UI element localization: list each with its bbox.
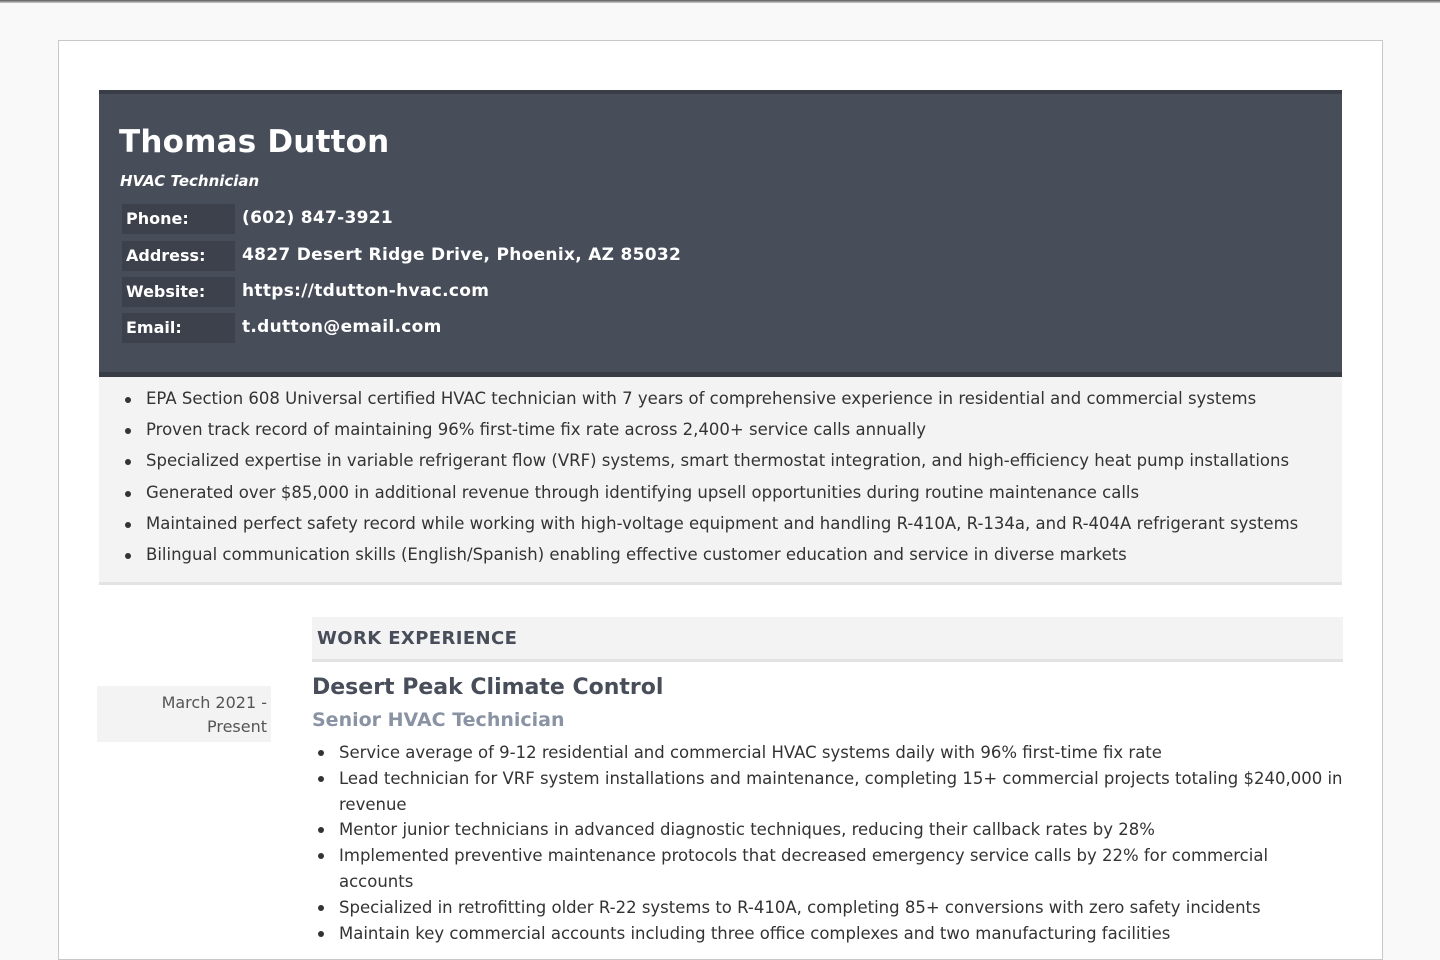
job-role: Senior HVAC Technician	[312, 709, 565, 731]
work-experience-header	[312, 617, 1343, 662]
job-duties-list	[315, 740, 1345, 946]
duty-item: Maintain key commercial accounts including three office complexes and two manufacturing facilities	[315, 921, 1345, 947]
duty-item: Implemented preventive maintenance protocols that decreased emergency service calls by 22% for commercial accounts	[315, 843, 1345, 895]
window-top-edge	[0, 0, 1440, 3]
contact-label: Phone:	[122, 204, 235, 234]
email-link[interactable]: t.dutton@email.com	[242, 317, 442, 337]
resume-header	[99, 90, 1342, 377]
resume-page	[58, 40, 1383, 960]
job-date: March 2021 - Present	[97, 686, 271, 742]
duty-item: Lead technician for VRF system installations and maintenance, completing 15+ commercial projects totaling $240,000 in revenue	[315, 766, 1345, 818]
duty-item: Service average of 9-12 residential and commercial HVAC systems daily with 96% first-time fix rate	[315, 740, 1345, 766]
address-value: 4827 Desert Ridge Drive, Phoenix, AZ 85032	[242, 245, 682, 265]
website-link[interactable]: https://tdutton-hvac.com	[242, 281, 490, 301]
section-title: WORK EXPERIENCE	[317, 628, 518, 649]
contact-label: Website:	[122, 277, 235, 307]
candidate-name: Thomas Dutton	[119, 124, 390, 160]
summary-item: Specialized expertise in variable refrigerant flow (VRF) systems, smart thermostat integration, and high-efficiency heat pump installations	[124, 451, 1298, 482]
summary-item: Maintained perfect safety record while working with high-voltage equipment and handling R-410A, R-134a, and R-404A refrigerant systems	[124, 514, 1298, 545]
contact-label: Email:	[122, 313, 235, 343]
summary-section	[99, 377, 1342, 585]
company-name: Desert Peak Climate Control	[312, 675, 664, 700]
summary-item: EPA Section 608 Universal certified HVAC technician with 7 years of comprehensive experience in residential and commercial systems	[124, 389, 1298, 420]
summary-item: Proven track record of maintaining 96% first-time fix rate across 2,400+ service calls annually	[124, 420, 1298, 451]
candidate-title: HVAC Technician	[120, 172, 260, 190]
summary-item: Generated over $85,000 in additional revenue through identifying upsell opportunities during routine maintenance calls	[124, 483, 1298, 514]
summary-list	[124, 389, 1298, 576]
summary-item: Bilingual communication skills (English/Spanish) enabling effective customer education and service in diverse markets	[124, 545, 1298, 576]
duty-item: Mentor junior technicians in advanced diagnostic techniques, reducing their callback rates by 28%	[315, 817, 1345, 843]
phone-value: (602) 847-3921	[242, 208, 393, 228]
contact-label: Address:	[122, 241, 235, 271]
duty-item: Specialized in retrofitting older R-22 systems to R-410A, completing 85+ conversions with zero safety incidents	[315, 895, 1345, 921]
